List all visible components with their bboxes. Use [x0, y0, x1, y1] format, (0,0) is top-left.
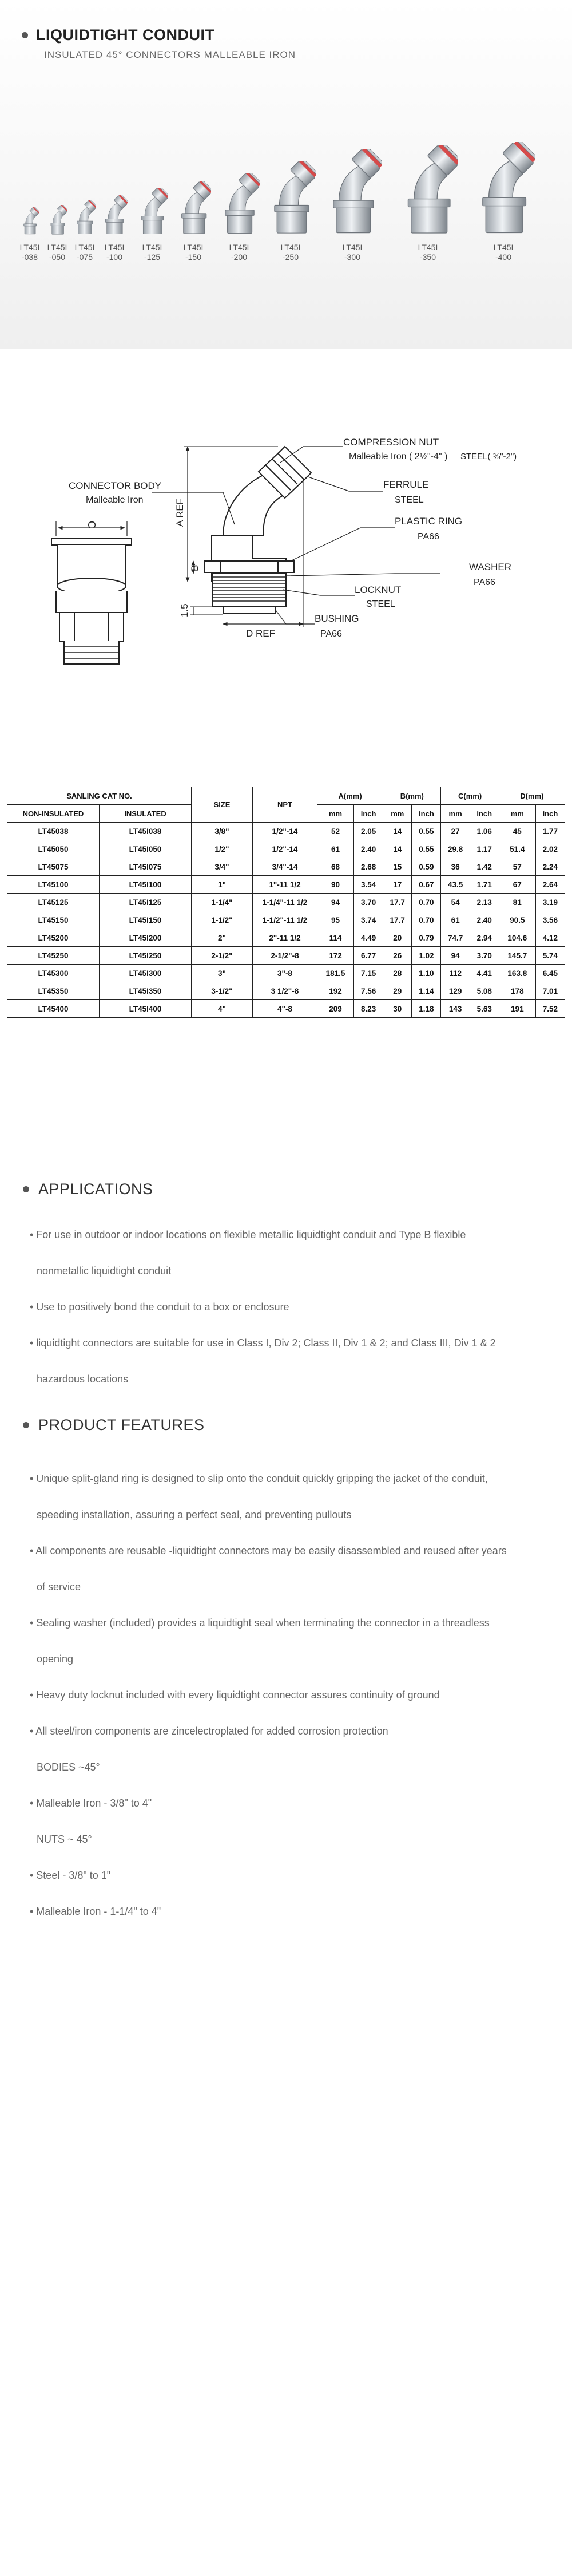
table-cell: 94: [441, 947, 470, 965]
table-row: [7, 929, 565, 947]
table-cell: LT45I250: [100, 947, 192, 965]
th-d-inch: inch: [535, 805, 565, 823]
table-cell: 81: [499, 894, 535, 911]
table-row: [7, 911, 565, 929]
product-label: [129, 243, 175, 262]
th-c-mm: mm: [441, 805, 470, 823]
features-heading: [23, 1416, 205, 1434]
product-label-size: -038: [21, 252, 38, 262]
text-line: • Malleable Iron - 1-1/4" to 4": [30, 1906, 161, 1917]
table-cell: 45: [499, 823, 535, 840]
table-cell: 2": [192, 929, 253, 947]
th-b: B(mm): [383, 787, 441, 805]
text-line: opening: [37, 1653, 74, 1665]
table-row: [7, 840, 565, 858]
product-label: [170, 243, 216, 262]
table-cell: 90.5: [499, 911, 535, 929]
table-body: [7, 823, 565, 1018]
table-cell: 15: [383, 858, 412, 876]
product-label: [268, 243, 313, 262]
table-cell: 29.8: [441, 840, 470, 858]
text-line: • liquidtight connectors are suitable for use in Class I, Div 2; Class II, Div 1 & 2; and Class III, Div 1 & 2: [30, 1337, 496, 1349]
table-cell: LT45I350: [100, 982, 192, 1000]
product-label: [405, 243, 451, 262]
product-label-size: -200: [231, 252, 248, 262]
table-cell: 1.14: [412, 982, 441, 1000]
table-cell: 30: [383, 1000, 412, 1018]
th-size: SIZE: [192, 787, 253, 823]
connector-diagram: [51, 424, 543, 681]
product-label: [329, 243, 375, 262]
product-label-size: -300: [344, 252, 361, 262]
text-line: • For use in outdoor or indoor locations on flexible metallic liquidtight conduit and Type B flexible: [30, 1229, 466, 1240]
label-bushing: BUSHING: [315, 613, 359, 624]
product-label-series: LT45I: [229, 243, 249, 252]
text-line: • Sealing washer (included) provides a liquidtight seal when terminating the connector in a threadless: [30, 1617, 490, 1629]
text-line: • All steel/iron components are zincelectroplated for added corrosion protection: [30, 1725, 388, 1737]
product-label-size: -350: [419, 252, 436, 262]
label-ferrule: FERRULE: [383, 479, 429, 490]
label-connector-body: CONNECTOR BODY: [69, 480, 162, 491]
product-label: [480, 243, 526, 262]
table-row: [7, 823, 565, 840]
table-cell: 2.64: [535, 876, 565, 894]
table-cell: 4.12: [535, 929, 565, 947]
table-cell: 4"-8: [253, 1000, 317, 1018]
product-label-series: LT45I: [342, 243, 363, 252]
table-cell: 104.6: [499, 929, 535, 947]
table-cell: 3.56: [535, 911, 565, 929]
table-cell: 112: [441, 965, 470, 982]
product-label-series: LT45I: [104, 243, 125, 252]
text-line: • Unique split-gland ring is designed to slip onto the conduit quickly gripping the jacket of the conduit,: [30, 1473, 488, 1484]
table-cell: 1-1/4": [192, 894, 253, 911]
table-cell: 95: [317, 911, 354, 929]
product-label-size: -125: [144, 252, 161, 262]
product-label-size: -250: [282, 252, 299, 262]
product-connector-image: [220, 173, 260, 235]
table-cell: 17: [383, 876, 412, 894]
table-cell: 90: [317, 876, 354, 894]
dim-b: B: [189, 564, 200, 571]
th-b-inch: inch: [412, 805, 441, 823]
table-cell: 1/2"-14: [253, 840, 317, 858]
product-connector-image: [48, 205, 67, 235]
label-bushing-material: PA66: [320, 629, 342, 639]
dim-d-ref: D REF: [246, 628, 275, 639]
product-label-size: -400: [495, 252, 512, 262]
th-d: D(mm): [499, 787, 565, 805]
product-connector-image: [474, 142, 534, 235]
table-cell: LT45038: [7, 823, 100, 840]
table-row: [7, 982, 565, 1000]
table-cell: 1.17: [470, 840, 499, 858]
table-cell: 3.54: [354, 876, 383, 894]
text-line: • Heavy duty locknut included with every liquidtight connector assures continuity of ground: [30, 1689, 440, 1701]
product-connector-image: [102, 195, 128, 235]
table-cell: 3/4": [192, 858, 253, 876]
table-cell: 143: [441, 1000, 470, 1018]
table-cell: 129: [441, 982, 470, 1000]
product-header: [0, 0, 572, 349]
table-cell: LT45300: [7, 965, 100, 982]
table-cell: 2.13: [470, 894, 499, 911]
table-cell: 163.8: [499, 965, 535, 982]
table-row: [7, 947, 565, 965]
table-cell: 26: [383, 947, 412, 965]
table-cell: 1-1/2"-11 1/2: [253, 911, 317, 929]
table-cell: 6.77: [354, 947, 383, 965]
table-cell: LT45350: [7, 982, 100, 1000]
table-cell: LT45100: [7, 876, 100, 894]
bullet-dot-icon: [23, 1186, 29, 1192]
table-cell: 178: [499, 982, 535, 1000]
table-cell: 2.02: [535, 840, 565, 858]
table-cell: 1.77: [535, 823, 565, 840]
applications-heading: [23, 1180, 153, 1198]
features-title: PRODUCT FEATURES: [38, 1416, 205, 1433]
label-washer-material: PA66: [474, 578, 495, 587]
table-cell: 3 1/2"-8: [253, 982, 317, 1000]
table-cell: 3"-8: [253, 965, 317, 982]
table-cell: 0.79: [412, 929, 441, 947]
table-cell: 5.63: [470, 1000, 499, 1018]
bullet-dot-icon: [22, 32, 28, 38]
table-cell: 1-1/4"-11 1/2: [253, 894, 317, 911]
label-connector-body-material: Malleable Iron: [86, 495, 144, 505]
text-line: speeding installation, assuring a perfect seal, and preventing pullouts: [37, 1509, 352, 1520]
table-cell: 4.49: [354, 929, 383, 947]
th-c: C(mm): [441, 787, 499, 805]
table-cell: LT45I400: [100, 1000, 192, 1018]
page-subtitle: INSULATED 45° CONNECTORS MALLEABLE IRON: [44, 49, 296, 60]
label-plastic-ring: PLASTIC RING: [395, 516, 463, 527]
label-compression-nut-material: Malleable Iron ( 2½"-4" ): [349, 452, 448, 461]
table-cell: 0.55: [412, 823, 441, 840]
table-cell: LT45I100: [100, 876, 192, 894]
dim-1-5: 1.5: [179, 603, 190, 617]
th-non-insulated: NON-INSULATED: [7, 805, 100, 823]
label-locknut: LOCKNUT: [355, 584, 402, 595]
table-cell: 6.45: [535, 965, 565, 982]
table-cell: 1.06: [470, 823, 499, 840]
table-cell: 7.56: [354, 982, 383, 1000]
text-line: hazardous locations: [37, 1373, 129, 1385]
text-line: • Use to positively bond the conduit to a box or enclosure: [30, 1301, 289, 1313]
table-cell: 1.71: [470, 876, 499, 894]
table-cell: 114: [317, 929, 354, 947]
label-ferrule-material: STEEL: [395, 495, 424, 505]
table-cell: 2.68: [354, 858, 383, 876]
table-cell: LT45I200: [100, 929, 192, 947]
table-cell: 43.5: [441, 876, 470, 894]
table-row: [7, 876, 565, 894]
table-cell: 3/4"-14: [253, 858, 317, 876]
table-cell: 0.70: [412, 894, 441, 911]
table-cell: 1": [192, 876, 253, 894]
table-cell: 29: [383, 982, 412, 1000]
product-connector-image: [137, 188, 168, 235]
product-label-size: -150: [185, 252, 202, 262]
table-cell: 17.7: [383, 894, 412, 911]
text-line: BODIES ~45°: [37, 1761, 100, 1773]
table-cell: 14: [383, 840, 412, 858]
table-cell: LT45400: [7, 1000, 100, 1018]
product-lineup: [0, 69, 572, 275]
table-cell: LT45I125: [100, 894, 192, 911]
features-list: [30, 1461, 545, 1930]
product-label-series: LT45I: [19, 243, 40, 252]
label-compression-nut: COMPRESSION NUT: [343, 437, 439, 448]
label-washer: WASHER: [469, 562, 511, 572]
table-cell: 2.40: [470, 911, 499, 929]
table-cell: 52: [317, 823, 354, 840]
product-label-series: LT45I: [142, 243, 162, 252]
table-cell: 192: [317, 982, 354, 1000]
table-cell: 20: [383, 929, 412, 947]
table-cell: 61: [441, 911, 470, 929]
table-row: [7, 894, 565, 911]
table-cell: 2.94: [470, 929, 499, 947]
product-connector-image: [74, 200, 96, 235]
table-cell: LT45050: [7, 840, 100, 858]
table-cell: 3.74: [354, 911, 383, 929]
text-line: • All components are reusable -liquidtight connectors may be easily disassembled and reused after years: [30, 1545, 507, 1556]
table-cell: 209: [317, 1000, 354, 1018]
table-cell: 3-1/2": [192, 982, 253, 1000]
table-cell: 54: [441, 894, 470, 911]
th-npt: NPT: [253, 787, 317, 823]
product-label-series: LT45I: [74, 243, 95, 252]
table-cell: 1.42: [470, 858, 499, 876]
table-cell: 27: [441, 823, 470, 840]
th-a-mm: mm: [317, 805, 354, 823]
table-cell: 4.41: [470, 965, 499, 982]
product-label-size: -075: [76, 252, 93, 262]
table-cell: 7.01: [535, 982, 565, 1000]
product-label-series: LT45I: [280, 243, 301, 252]
product-label-size: -100: [106, 252, 123, 262]
th-b-mm: mm: [383, 805, 412, 823]
table-cell: 1/2"-14: [253, 823, 317, 840]
table-cell: 1"-11 1/2: [253, 876, 317, 894]
table-cell: 67: [499, 876, 535, 894]
table-cell: LT45250: [7, 947, 100, 965]
product-connector-image: [268, 161, 316, 235]
th-c-inch: inch: [470, 805, 499, 823]
text-line: NUTS ~ 45°: [37, 1834, 92, 1845]
table-cell: 5.74: [535, 947, 565, 965]
product-label-series: LT45I: [47, 243, 67, 252]
bullet-dot-icon: [23, 1422, 29, 1428]
th-a-inch: inch: [354, 805, 383, 823]
label-plastic-ring-material: PA66: [418, 532, 439, 542]
product-connector-image: [177, 181, 211, 235]
label-locknut-material: STEEL: [366, 599, 395, 609]
table-cell: 1.02: [412, 947, 441, 965]
table-cell: 145.7: [499, 947, 535, 965]
table-cell: 2.05: [354, 823, 383, 840]
table-cell: 2-1/2"-8: [253, 947, 317, 965]
product-connector-image: [21, 207, 39, 235]
table-cell: LT45125: [7, 894, 100, 911]
product-label-size: -050: [49, 252, 66, 262]
product-connector-image: [400, 145, 458, 235]
table-cell: LT45I038: [100, 823, 192, 840]
table-cell: 7.52: [535, 1000, 565, 1018]
product-label: [216, 243, 262, 262]
table-cell: 3/8": [192, 823, 253, 840]
table-cell: LT45I075: [100, 858, 192, 876]
table-cell: LT45I300: [100, 965, 192, 982]
applications-list: [30, 1217, 545, 1397]
table-cell: 172: [317, 947, 354, 965]
table-cell: LT45150: [7, 911, 100, 929]
table-cell: 2.24: [535, 858, 565, 876]
label-compression-nut-material-steel: STEEL( ⅜"-2"): [460, 452, 517, 461]
table-cell: 0.55: [412, 840, 441, 858]
table-cell: 3.19: [535, 894, 565, 911]
product-label-series: LT45I: [493, 243, 514, 252]
table-cell: 51.4: [499, 840, 535, 858]
table-cell: 1.10: [412, 965, 441, 982]
table-cell: 5.08: [470, 982, 499, 1000]
table-cell: 1/2": [192, 840, 253, 858]
table-row: [7, 965, 565, 982]
page-title: LIQUIDTIGHT CONDUIT: [36, 26, 215, 44]
th-insulated: INSULATED: [100, 805, 192, 823]
table-cell: 0.70: [412, 911, 441, 929]
th-a: A(mm): [317, 787, 383, 805]
table-cell: 8.23: [354, 1000, 383, 1018]
table-cell: 14: [383, 823, 412, 840]
table-cell: 2"-11 1/2: [253, 929, 317, 947]
applications-title: APPLICATIONS: [38, 1180, 153, 1198]
table-cell: 1.18: [412, 1000, 441, 1018]
table-cell: 74.7: [441, 929, 470, 947]
table-cell: 61: [317, 840, 354, 858]
dim-a-ref: A REF: [174, 498, 185, 527]
table-cell: 4": [192, 1000, 253, 1018]
table-cell: 191: [499, 1000, 535, 1018]
table-cell: 1-1/2": [192, 911, 253, 929]
table-cell: 2.40: [354, 840, 383, 858]
table-cell: LT45I050: [100, 840, 192, 858]
product-connector-image: [325, 149, 382, 235]
product-label-series: LT45I: [183, 243, 204, 252]
spec-table: [7, 787, 565, 1018]
table-cell: 0.59: [412, 858, 441, 876]
table-cell: 7.15: [354, 965, 383, 982]
table-row: [7, 1000, 565, 1018]
text-line: • Malleable Iron - 3/8" to 4": [30, 1797, 152, 1809]
table-cell: 68: [317, 858, 354, 876]
table-cell: 3.70: [354, 894, 383, 911]
th-catno: SANLING CAT NO.: [7, 787, 192, 805]
text-line: of service: [37, 1581, 81, 1593]
table-cell: 28: [383, 965, 412, 982]
table-cell: LT45075: [7, 858, 100, 876]
table-cell: 36: [441, 858, 470, 876]
table-cell: LT45I150: [100, 911, 192, 929]
table-cell: 181.5: [317, 965, 354, 982]
th-d-mm: mm: [499, 805, 535, 823]
text-line: • Steel - 3/8" to 1": [30, 1870, 111, 1881]
table-cell: 3": [192, 965, 253, 982]
table-cell: 0.67: [412, 876, 441, 894]
table-cell: 2-1/2": [192, 947, 253, 965]
table-row: [7, 858, 565, 876]
product-label-series: LT45I: [418, 243, 438, 252]
table-cell: 94: [317, 894, 354, 911]
table-cell: LT45200: [7, 929, 100, 947]
title-row: [22, 26, 214, 44]
dim-c: C: [86, 521, 97, 528]
table-cell: 3.70: [470, 947, 499, 965]
text-line: nonmetallic liquidtight conduit: [37, 1265, 172, 1277]
table-cell: 17.7: [383, 911, 412, 929]
table-cell: 57: [499, 858, 535, 876]
